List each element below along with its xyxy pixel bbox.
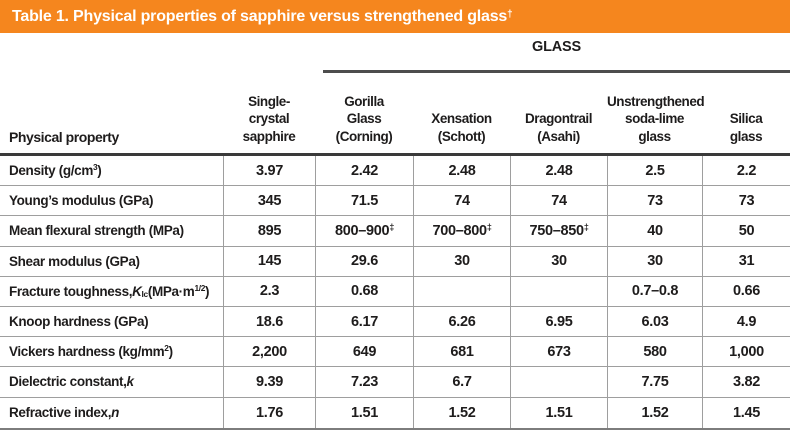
table-cell: 3.82 — [702, 367, 790, 396]
table-cell: 673 — [510, 337, 607, 366]
row-label: Shear modulus (GPa) — [9, 253, 140, 269]
row-label: Density (g/cm $^3$ ) — [9, 161, 102, 179]
table-cell: 7.23 — [315, 367, 413, 396]
table-cell: 6.17 — [315, 307, 413, 336]
table-cell: 1.45 — [702, 398, 790, 428]
table-cell: 700–800 ‡ — [413, 216, 510, 245]
table-cell: 3.97 — [223, 156, 315, 185]
table-cell: 29.6 — [315, 247, 413, 276]
glass-group-underline — [323, 70, 790, 73]
table-cell: 31 — [702, 247, 790, 276]
row-label: Refractive index, n — [9, 405, 120, 421]
table-cell: 74 — [510, 186, 607, 215]
table-cell: 1.52 — [607, 398, 702, 428]
table-cell: 7.75 — [607, 367, 702, 396]
table-cell: 30 — [607, 247, 702, 276]
table-title-bar — [0, 0, 790, 33]
title-footnote-dagger: † — [507, 8, 513, 20]
table-row-shear-modulus — [0, 247, 790, 277]
table-cell: 2.48 — [510, 156, 607, 185]
table-body — [0, 156, 790, 430]
table-row-fracture-toughness — [0, 277, 790, 307]
column-header-soda-lime: Unstrengthened soda-lime glass — [607, 93, 705, 145]
table-cell: 4.9 — [702, 307, 790, 336]
table-cell: 40 — [607, 216, 702, 245]
table-cell: 345 — [223, 186, 315, 215]
column-header-physical-property: Physical property — [9, 128, 119, 145]
table-cell: 74 — [413, 186, 510, 215]
column-header-silica: Silica glass — [729, 111, 763, 145]
table-cell: 0.7–0.8 — [607, 277, 702, 306]
table-title: Table 1. Physical properties of sapphire versus strengthened glass — [12, 8, 508, 25]
table-cell: 50 — [702, 216, 790, 245]
table-header — [0, 33, 790, 156]
table-cell: 6.7 — [413, 367, 510, 396]
table-cell: 681 — [413, 337, 510, 366]
table-cell: 2.48 — [413, 156, 510, 185]
table-cell: 750–850 ‡ — [510, 216, 607, 245]
table-cell: 2.2 — [702, 156, 790, 185]
table-cell: 2.42 — [315, 156, 413, 185]
column-header-xensation: Xensation (Schott) — [431, 111, 492, 145]
table-cell: 73 — [607, 186, 702, 215]
table-cell: 2,200 — [223, 337, 315, 366]
row-label: Knoop hardness (GPa) — [9, 314, 149, 330]
row-label: Fracture toughness, K $_{Ic}$ (MPa·m $^{1/2}$ ) — [9, 282, 210, 299]
row-label: Vickers hardness (kg/mm $^2$ ) — [9, 342, 173, 360]
table-cell — [413, 277, 510, 306]
table-row-refractive-index — [0, 398, 790, 428]
table-cell: 9.39 — [223, 367, 315, 396]
table-cell: 1,000 — [702, 337, 790, 366]
table-row-flexural-strength — [0, 216, 790, 246]
row-label: Mean flexural strength (MPa) — [9, 223, 184, 239]
column-header-gorilla-glass: Gorilla Glass (Corning) — [335, 93, 393, 145]
table-row-knoop-hardness — [0, 307, 790, 337]
table-cell: 73 — [702, 186, 790, 215]
table-row-density — [0, 156, 790, 186]
table-cell: 145 — [223, 247, 315, 276]
table-cell: 6.26 — [413, 307, 510, 336]
column-header-sapphire: Single- crystal sapphire — [242, 93, 296, 145]
column-headers-row — [0, 93, 790, 153]
glass-group-label: GLASS — [532, 39, 581, 55]
table-cell: 649 — [315, 337, 413, 366]
table-cell — [510, 367, 607, 396]
table-cell: 580 — [607, 337, 702, 366]
table-cell: 1.51 — [315, 398, 413, 428]
table-cell: 6.95 — [510, 307, 607, 336]
table-row-dielectric-constant — [0, 367, 790, 397]
table-cell: 1.52 — [413, 398, 510, 428]
column-header-dragontrail: Dragontrail (Asahi) — [524, 111, 593, 145]
table-cell: 1.76 — [223, 398, 315, 428]
table-cell: 0.66 — [702, 277, 790, 306]
table-cell: 30 — [510, 247, 607, 276]
row-label: Young’s modulus (GPa) — [9, 193, 154, 209]
table-row-vickers-hardness — [0, 337, 790, 367]
table-cell: 30 — [413, 247, 510, 276]
table-cell: 0.68 — [315, 277, 413, 306]
table-cell — [510, 277, 607, 306]
table-cell: 895 — [223, 216, 315, 245]
row-label: Dielectric constant, k — [9, 374, 134, 390]
table-row-youngs-modulus — [0, 186, 790, 216]
table-cell: 18.6 — [223, 307, 315, 336]
table-cell: 800–900 ‡ — [315, 216, 413, 245]
table-cell: 2.3 — [223, 277, 315, 306]
table-cell: 6.03 — [607, 307, 702, 336]
table-cell: 2.5 — [607, 156, 702, 185]
table-cell: 1.51 — [510, 398, 607, 428]
table-cell: 71.5 — [315, 186, 413, 215]
